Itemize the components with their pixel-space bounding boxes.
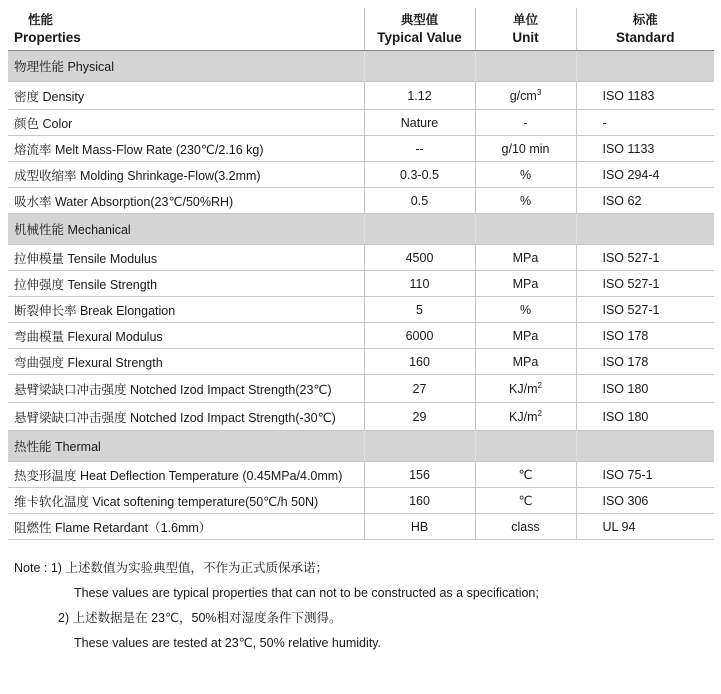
value-cell: 156 bbox=[364, 462, 475, 488]
section-title: 机械性能 Mechanical bbox=[8, 214, 364, 245]
unit-cell bbox=[475, 82, 576, 110]
header-property bbox=[8, 8, 364, 51]
property-cell: 弯曲模量 Flexural Modulus bbox=[8, 323, 364, 349]
unit-cell bbox=[475, 188, 576, 214]
unit-text: g/cm bbox=[509, 88, 537, 103]
value-cell: 0.3-0.5 bbox=[364, 162, 475, 188]
unit-text: g/10 min bbox=[501, 141, 550, 156]
value-cell: 160 bbox=[364, 488, 475, 514]
header-value bbox=[364, 8, 475, 51]
note-1-en-line bbox=[14, 581, 539, 606]
standard-cell: ISO 1183 bbox=[576, 82, 714, 110]
standard-cell: ISO 62 bbox=[576, 188, 714, 214]
note-1-en: These values are typical properties that can not to be constructed as a specification; bbox=[74, 586, 539, 600]
section-header-row bbox=[8, 51, 714, 82]
table-row bbox=[8, 110, 714, 136]
note-2-number: 2) bbox=[58, 611, 70, 625]
property-cell: 成型收缩率 Molding Shrinkage-Flow(3.2mm) bbox=[8, 162, 364, 188]
property-cell: 悬臂梁缺口冲击强度 Notched Izod Impact Strength(-30℃) bbox=[8, 403, 364, 431]
header-unit bbox=[475, 8, 576, 51]
standard-cell: ISO 527-1 bbox=[576, 297, 714, 323]
property-cell: 密度 Density bbox=[8, 82, 364, 110]
table-row bbox=[8, 245, 714, 271]
section-filler-cell bbox=[364, 214, 475, 245]
unit-cell bbox=[475, 488, 576, 514]
note-1-number: 1) bbox=[50, 561, 62, 575]
unit-text: - bbox=[523, 115, 528, 130]
section-title: 物理性能 Physical bbox=[8, 51, 364, 82]
property-cell: 拉伸模量 Tensile Modulus bbox=[8, 245, 364, 271]
property-cell: 悬臂梁缺口冲击强度 Notched Izod Impact Strength(23℃) bbox=[8, 375, 364, 403]
unit-text: MPa bbox=[512, 276, 539, 291]
header-property-cn: 性能 bbox=[28, 13, 54, 27]
section-filler-cell bbox=[576, 214, 714, 245]
table-row bbox=[8, 162, 714, 188]
note-2 bbox=[14, 606, 539, 631]
unit-text: % bbox=[519, 193, 532, 208]
value-cell: -- bbox=[364, 136, 475, 162]
unit-text: MPa bbox=[512, 328, 539, 343]
unit-cell bbox=[475, 297, 576, 323]
section-filler-cell bbox=[576, 431, 714, 462]
note-label: Note : bbox=[14, 561, 48, 575]
standard-cell: ISO 1133 bbox=[576, 136, 714, 162]
unit-text: KJ/m bbox=[509, 381, 538, 396]
standard-cell: ISO 294-4 bbox=[576, 162, 714, 188]
standard-cell: ISO 75-1 bbox=[576, 462, 714, 488]
property-cell: 吸水率 Water Absorption(23℃/50%RH) bbox=[8, 188, 364, 214]
section-filler-cell bbox=[475, 51, 576, 82]
table-row bbox=[8, 462, 714, 488]
property-cell: 断裂伸长率 Break Elongation bbox=[8, 297, 364, 323]
unit-cell bbox=[475, 110, 576, 136]
table-row bbox=[8, 188, 714, 214]
section-header-row bbox=[8, 214, 714, 245]
table-header bbox=[8, 8, 714, 51]
note-2-en-line bbox=[14, 631, 539, 656]
value-cell: 0.5 bbox=[364, 188, 475, 214]
table-row bbox=[8, 136, 714, 162]
table-row bbox=[8, 297, 714, 323]
property-cell: 弯曲强度 Flexural Strength bbox=[8, 349, 364, 375]
table-row bbox=[8, 375, 714, 403]
unit-text: % bbox=[519, 302, 532, 317]
unit-exponent: 2 bbox=[537, 380, 542, 390]
property-cell: 维卡软化温度 Vicat softening temperature(50℃/h 50N) bbox=[8, 488, 364, 514]
unit-cell bbox=[475, 462, 576, 488]
note-2-cn: 上述数据是在 23℃，50%相对湿度条件下测得。 bbox=[72, 611, 342, 625]
unit-text: class bbox=[511, 519, 540, 534]
note-1-cn: 上述数值为实验典型值，不作为正式质保承诺； bbox=[65, 561, 328, 575]
value-cell: 1.12 bbox=[364, 82, 475, 110]
standard-cell: ISO 527-1 bbox=[576, 271, 714, 297]
note-2-en: These values are tested at 23℃, 50% relative humidity. bbox=[74, 636, 382, 650]
header-value-cn: 典型值 bbox=[400, 13, 439, 27]
unit-cell bbox=[475, 323, 576, 349]
value-cell: HB bbox=[364, 514, 475, 540]
standard-cell: ISO 178 bbox=[576, 323, 714, 349]
table-body bbox=[8, 51, 714, 540]
unit-exponent: 3 bbox=[536, 87, 542, 97]
table-row bbox=[8, 349, 714, 375]
section-header-row bbox=[8, 431, 714, 462]
table-row bbox=[8, 514, 714, 540]
property-cell: 热变形温度 Heat Deflection Temperature (0.45MPa/4.0mm) bbox=[8, 462, 364, 488]
property-cell: 熔流率 Melt Mass-Flow Rate (230℃/2.16 kg) bbox=[8, 136, 364, 162]
header-unit-cn: 单位 bbox=[512, 13, 538, 27]
value-cell: 29 bbox=[364, 403, 475, 431]
header-standard bbox=[576, 8, 714, 51]
header-standard-en: Standard bbox=[615, 30, 675, 45]
standard-cell: UL 94 bbox=[576, 514, 714, 540]
header-unit-en: Unit bbox=[512, 30, 539, 45]
unit-cell bbox=[475, 136, 576, 162]
unit-text: ℃ bbox=[518, 468, 533, 482]
notes bbox=[14, 556, 539, 656]
unit-exponent: 2 bbox=[537, 408, 542, 418]
section-filler-cell bbox=[576, 51, 714, 82]
header-standard-cn: 标准 bbox=[632, 13, 658, 27]
section-filler-cell bbox=[364, 431, 475, 462]
note-1 bbox=[14, 556, 539, 581]
unit-cell bbox=[475, 245, 576, 271]
standard-cell: ISO 180 bbox=[576, 375, 714, 403]
unit-cell bbox=[475, 403, 576, 431]
properties-table bbox=[8, 8, 714, 540]
property-cell: 阻燃性 Flame Retardant（1.6mm） bbox=[8, 514, 364, 540]
header-value-en: Typical Value bbox=[377, 30, 462, 45]
property-cell: 颜色 Color bbox=[8, 110, 364, 136]
unit-text: ℃ bbox=[518, 494, 533, 508]
value-cell: 110 bbox=[364, 271, 475, 297]
standard-cell: - bbox=[576, 110, 714, 136]
unit-text: KJ/m bbox=[509, 409, 538, 424]
value-cell: 160 bbox=[364, 349, 475, 375]
value-cell: 6000 bbox=[364, 323, 475, 349]
unit-text: % bbox=[519, 167, 532, 182]
table-row bbox=[8, 488, 714, 514]
table-row bbox=[8, 82, 714, 110]
table-row bbox=[8, 271, 714, 297]
section-filler-cell bbox=[364, 51, 475, 82]
unit-text: MPa bbox=[512, 354, 539, 369]
standard-cell: ISO 180 bbox=[576, 403, 714, 431]
section-title: 热性能 Thermal bbox=[8, 431, 364, 462]
standard-cell: ISO 527-1 bbox=[576, 245, 714, 271]
unit-cell bbox=[475, 375, 576, 403]
section-filler-cell bbox=[475, 214, 576, 245]
table-row bbox=[8, 323, 714, 349]
header-property-en: Properties bbox=[14, 30, 81, 45]
value-cell: Nature bbox=[364, 110, 475, 136]
value-cell: 27 bbox=[364, 375, 475, 403]
properties-sheet bbox=[8, 8, 714, 540]
value-cell: 4500 bbox=[364, 245, 475, 271]
property-cell: 拉伸强度 Tensile Strength bbox=[8, 271, 364, 297]
standard-cell: ISO 306 bbox=[576, 488, 714, 514]
standard-cell: ISO 178 bbox=[576, 349, 714, 375]
unit-cell bbox=[475, 514, 576, 540]
unit-cell bbox=[475, 271, 576, 297]
unit-cell bbox=[475, 349, 576, 375]
unit-text: MPa bbox=[512, 250, 539, 265]
unit-cell bbox=[475, 162, 576, 188]
section-filler-cell bbox=[475, 431, 576, 462]
table-row bbox=[8, 403, 714, 431]
value-cell: 5 bbox=[364, 297, 475, 323]
